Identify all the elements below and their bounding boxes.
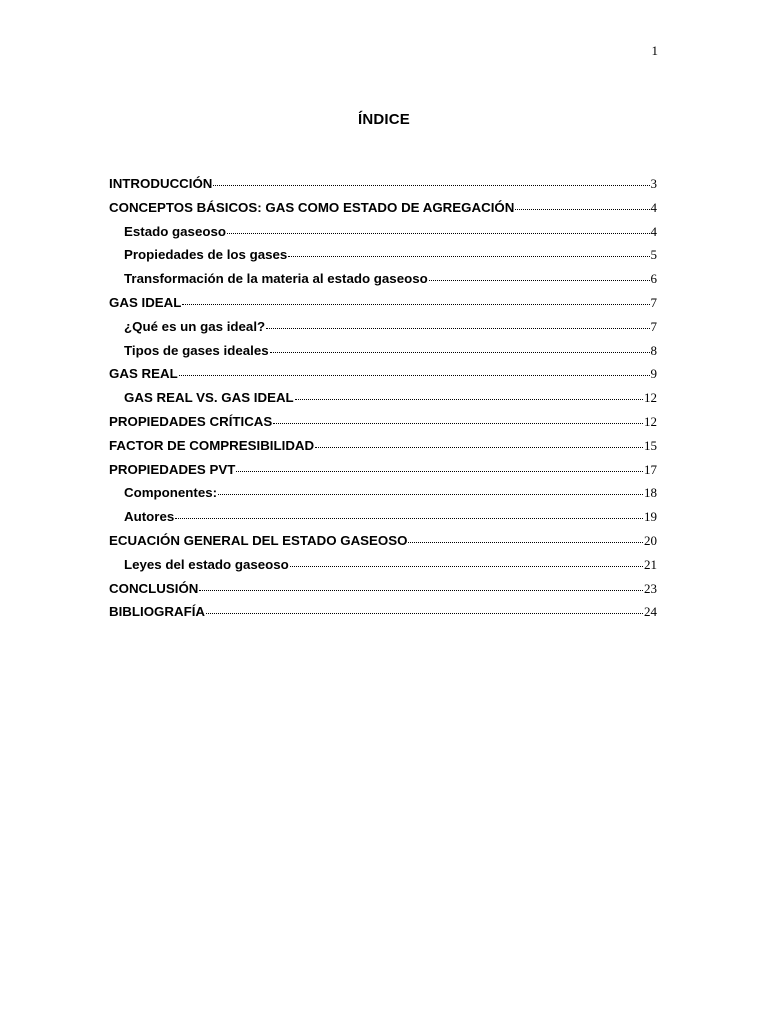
toc-dot-leader bbox=[270, 352, 650, 353]
toc-dot-leader bbox=[315, 447, 643, 448]
toc-entry-page: 7 bbox=[650, 318, 657, 334]
toc-entry-label: ECUACIÓN GENERAL DEL ESTADO GASEOSO bbox=[109, 532, 408, 548]
toc-dot-leader bbox=[288, 256, 649, 257]
toc-dot-leader bbox=[429, 280, 650, 281]
toc-entry-label: Propiedades de los gases bbox=[124, 247, 288, 263]
toc-entry-page: 17 bbox=[644, 461, 657, 477]
toc-entry-label: INTRODUCCIÓN bbox=[109, 176, 213, 191]
toc-dot-leader bbox=[515, 209, 649, 210]
toc-entry[interactable] bbox=[109, 533, 657, 557]
toc-entry[interactable] bbox=[109, 176, 657, 200]
toc-entry[interactable] bbox=[109, 462, 657, 486]
toc-entry-label: CONCLUSIÓN bbox=[109, 580, 199, 596]
toc-entry-label: Leyes del estado gaseoso bbox=[124, 556, 289, 572]
toc-entry[interactable] bbox=[109, 438, 657, 462]
toc-dot-leader bbox=[290, 566, 643, 567]
toc-entry-label: GAS REAL bbox=[109, 366, 178, 382]
toc-dot-leader bbox=[206, 613, 643, 614]
toc-entry-label: CONCEPTOS BÁSICOS: GAS COMO ESTADO DE AGREGACIÓN bbox=[109, 199, 515, 215]
toc-entry[interactable] bbox=[109, 247, 657, 271]
toc-entry-page: 18 bbox=[644, 485, 657, 501]
toc-entry[interactable] bbox=[109, 319, 657, 343]
toc-entry-page: 24 bbox=[644, 604, 657, 620]
toc-entry-page: 20 bbox=[644, 532, 657, 548]
toc-entry[interactable] bbox=[109, 414, 657, 438]
toc-entry-page: 23 bbox=[644, 580, 657, 596]
toc-dot-leader bbox=[273, 423, 643, 424]
toc-dot-leader bbox=[227, 233, 650, 234]
toc-entry[interactable] bbox=[109, 200, 657, 224]
table-of-contents bbox=[109, 176, 657, 628]
toc-entry-label: GAS REAL VS. GAS IDEAL bbox=[124, 390, 294, 406]
toc-entry-label: ¿Qué es un gas ideal? bbox=[124, 318, 266, 334]
toc-entry-label: Autores bbox=[124, 509, 175, 525]
toc-entry-page: 3 bbox=[650, 176, 657, 191]
toc-entry-page: 6 bbox=[650, 271, 657, 287]
toc-entry-label: FACTOR DE COMPRESIBILIDAD bbox=[109, 437, 315, 453]
toc-entry-label: GAS IDEAL bbox=[109, 294, 182, 310]
toc-entry-page: 9 bbox=[650, 366, 657, 382]
toc-entry-page: 5 bbox=[650, 247, 657, 263]
toc-dot-leader bbox=[175, 518, 643, 519]
toc-entry-page: 4 bbox=[650, 199, 657, 215]
toc-entry[interactable] bbox=[109, 557, 657, 581]
toc-entry-label: BIBLIOGRAFÍA bbox=[109, 604, 206, 620]
toc-entry[interactable] bbox=[109, 271, 657, 295]
toc-title: ÍNDICE bbox=[357, 111, 411, 128]
toc-dot-leader bbox=[199, 590, 643, 591]
toc-entry[interactable] bbox=[109, 604, 657, 628]
toc-dot-leader bbox=[408, 542, 643, 543]
toc-entry-page: 12 bbox=[644, 390, 657, 406]
toc-entry[interactable] bbox=[109, 224, 657, 248]
toc-dot-leader bbox=[179, 375, 650, 376]
toc-entry-label: Estado gaseoso bbox=[124, 223, 226, 239]
toc-entry-page: 15 bbox=[644, 437, 657, 453]
toc-entry[interactable] bbox=[109, 390, 657, 414]
toc-dot-leader bbox=[295, 399, 643, 400]
toc-entry[interactable] bbox=[109, 581, 657, 605]
toc-entry[interactable] bbox=[109, 509, 657, 533]
page-number: 1 bbox=[651, 43, 658, 58]
toc-entry-label: Componentes: bbox=[124, 485, 218, 501]
toc-entry-page: 8 bbox=[650, 342, 657, 358]
toc-entry-label: Tipos de gases ideales bbox=[124, 342, 269, 358]
toc-entry-page: 4 bbox=[650, 223, 657, 239]
toc-entry[interactable] bbox=[109, 366, 657, 390]
toc-entry-label: PROPIEDADES CRÍTICAS bbox=[109, 413, 273, 429]
toc-entry[interactable] bbox=[109, 343, 657, 367]
toc-entry-label: PROPIEDADES PVT bbox=[109, 461, 236, 477]
toc-entry-page: 21 bbox=[644, 556, 657, 572]
toc-dot-leader bbox=[236, 471, 643, 472]
toc-entry-page: 12 bbox=[644, 413, 657, 429]
toc-dot-leader bbox=[218, 494, 643, 495]
toc-entry-page: 7 bbox=[650, 294, 657, 310]
toc-entry-page: 19 bbox=[644, 509, 657, 525]
toc-dot-leader bbox=[266, 328, 649, 329]
toc-entry-label: Transformación de la materia al estado gaseoso bbox=[124, 271, 428, 287]
toc-entry[interactable] bbox=[109, 295, 657, 319]
toc-dot-leader bbox=[182, 304, 649, 305]
toc-entry[interactable] bbox=[109, 485, 657, 509]
toc-dot-leader bbox=[213, 185, 649, 186]
